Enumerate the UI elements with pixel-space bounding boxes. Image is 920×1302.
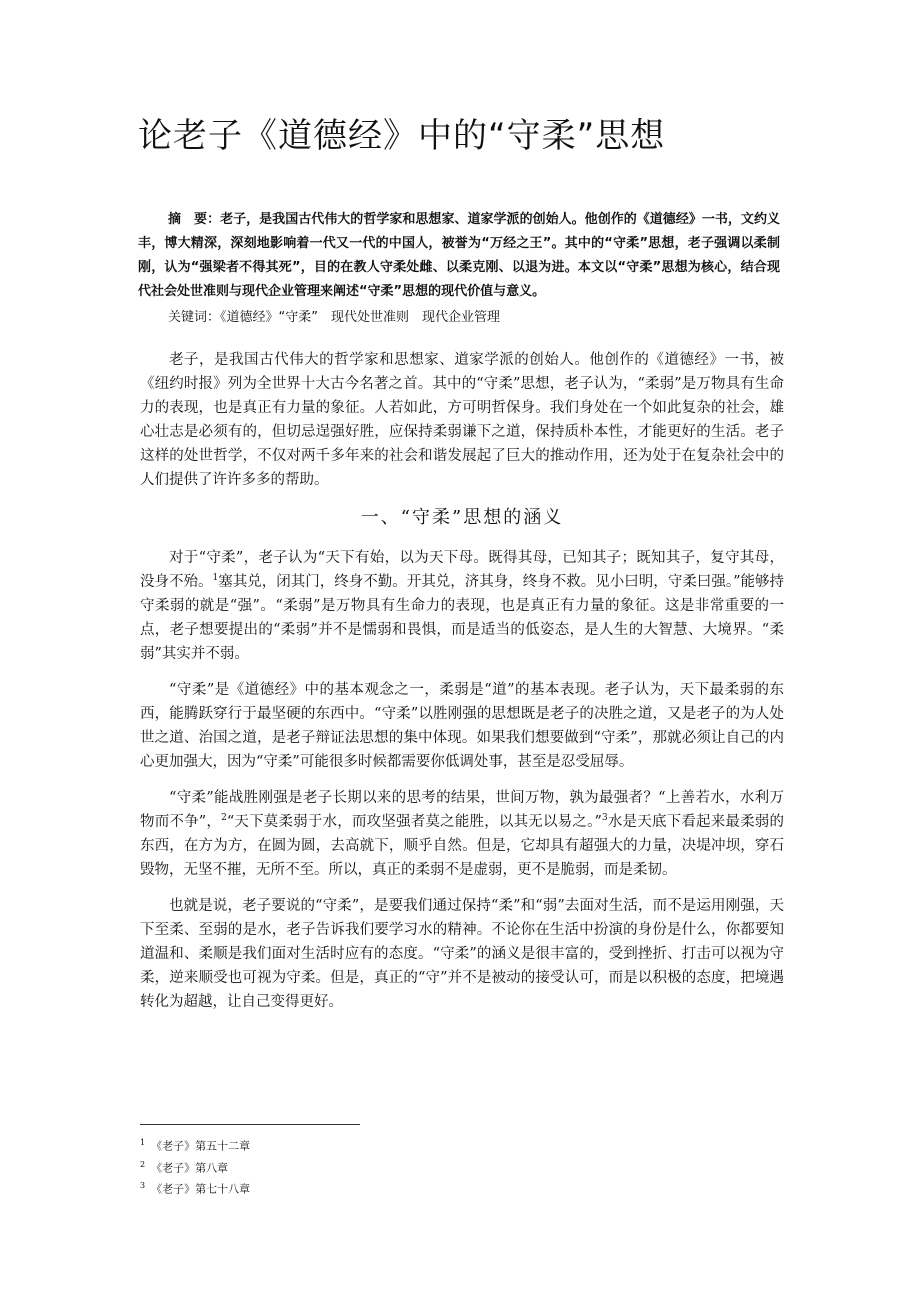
paragraph-1 xyxy=(140,546,784,666)
page-title: 论老子《道德经》中的“守柔”思想 xyxy=(138,116,666,156)
paragraph-1-text-b: 塞其兑，闭其门，终身不勤。开其兑，济其身，终身不救。见小曰明，守柔曰强。”能够持守柔弱的就是“强”。“柔弱”是万物具有生命力的表现，也是真正有力量的象征。这是非常重要的一点，老子想要提出的“柔弱”并不是懦弱和畏惧，而是适当的低姿态，是人生的大智慧、大境界。“柔弱”其实并不弱。 xyxy=(140,574,784,662)
footnote-2-number: 2 xyxy=(140,1159,146,1169)
footnote-ref-3[interactable]: 3 xyxy=(601,813,608,824)
footnotes xyxy=(140,1134,780,1199)
body-text xyxy=(140,348,784,1026)
footnote-3 xyxy=(140,1177,780,1199)
paragraph-4: 也就是说，老子要说的“守柔”，是要我们通过保持“柔”和“弱”去面对生活，而不是运用刚强，天下至柔、至弱的是水，老子告诉我们要学习水的精神。不论你在生活中扮演的身份是什么，你都要知道温和、柔顺是我们面对生活时应有的态度。“守柔”的涵义是很丰富的，受到挫折、打击可以视为守柔，逆来顺受也可视为守柔。但是，真正的“守”并不是被动的接受认可，而是以积极的态度，把境遇转化为超越，让自己变得更好。 xyxy=(140,898,784,1010)
paragraph-3-text-a: “守柔”能战胜刚强是老子长期以来的思考的结果，世间万物，孰为最强者？“上善若水，水利万物而不争”， xyxy=(140,790,784,830)
paragraph-3 xyxy=(140,786,784,882)
footnote-1-number: 1 xyxy=(140,1138,146,1147)
abstract-text: 老子，是我国古代伟大的哲学家和思想家、道家学派的创始人。他创作的《道德经》一书，文约义丰，博大精深，深刻地影响着一代又一代的中国人，被誉为“万经之王”。其中的“守柔”思想，老子强调以柔制刚，认为“强梁者不得其死”，目的在教人守柔处雌、以柔克刚、以退为进。本文以“守柔”思想为核心，结合现代社会处世准则与现代企业管理来阐述“守柔”思想的现代价值与意义。 xyxy=(138,212,780,299)
keywords-label: 关键词： xyxy=(168,310,221,325)
paragraph-1-text-a: 对于“守柔”，老子认为“天下有始，以为天下母。既得其母，已知其子；既知其子，复守其母，没身不殆。 xyxy=(140,550,784,590)
footnote-2-text: 《老子》第八章 xyxy=(151,1161,229,1175)
paragraph-3-text-b: “天下莫柔弱于水，而攻坚强者莫之能胜，以其无以易之。” xyxy=(226,814,602,830)
footnote-1-text: 《老子》第五十二章 xyxy=(151,1139,251,1153)
footnote-ref-1[interactable]: 1 xyxy=(212,573,219,584)
abstract xyxy=(138,208,780,304)
abstract-label: 摘 要： xyxy=(168,212,221,227)
keywords-text: 《道德经》“守柔” 现代处世准则 现代企业管理 xyxy=(220,310,500,325)
keywords xyxy=(168,306,788,330)
footnote-1 xyxy=(140,1134,780,1156)
paragraph-3-text-c: 水是天底下看起来最柔弱的东西，在方为方，在圆为圆，去高就下，顺乎自然。但是，它却具有超强大的力量，决堤冲坝，穿石毁物，无坚不摧，无所不至。所以，真正的柔弱不是虚弱，更不是脆弱，而是柔韧。 xyxy=(140,814,784,878)
footnote-3-text: 《老子》第七十八章 xyxy=(151,1182,251,1196)
footnote-2 xyxy=(140,1156,780,1178)
intro-paragraph: 老子，是我国古代伟大的哲学家和思想家、道家学派的创始人。他创作的《道德经》一书，被《纽约时报》列为全世界十大古今名著之首。其中的“守柔”思想，老子认为，“柔弱”是万物具有生命力的表现，也是真正有力量的象征。人若如此，方可明哲保身。我们身处在一个如此复杂的社会，雄心壮志是必须有的，但切忌逞强好胜，应保持柔弱谦下之道，保持质朴本性，才能更好的生活。老子这样的处世哲学，不仅对两千多年来的社会和谐发展起了巨大的推动作用，还为处于在复杂社会中的人们提供了许许多多的帮助。 xyxy=(140,352,784,488)
paragraph-2: “守柔”是《道德经》中的基本观念之一，柔弱是“道”的基本表现。老子认为，天下最柔弱的东西，能腾跃穿行于最坚硬的东西中。“守柔”以胜刚强的思想既是老子的决胜之道，又是老子的为人处世之道、治国之道，是老子辩证法思想的集中体现。如果我们想要做到“守柔”，那就必须让自己的内心更加强大，因为“守柔”可能很多时候都需要你低调处事，甚至是忍受屈辱。 xyxy=(140,682,784,770)
footnote-3-number: 3 xyxy=(140,1181,146,1191)
footnote-ref-2[interactable]: 2 xyxy=(221,813,227,824)
section-heading: 一、“守柔”思想的涵义 xyxy=(360,507,564,528)
footnote-divider xyxy=(140,1124,360,1125)
